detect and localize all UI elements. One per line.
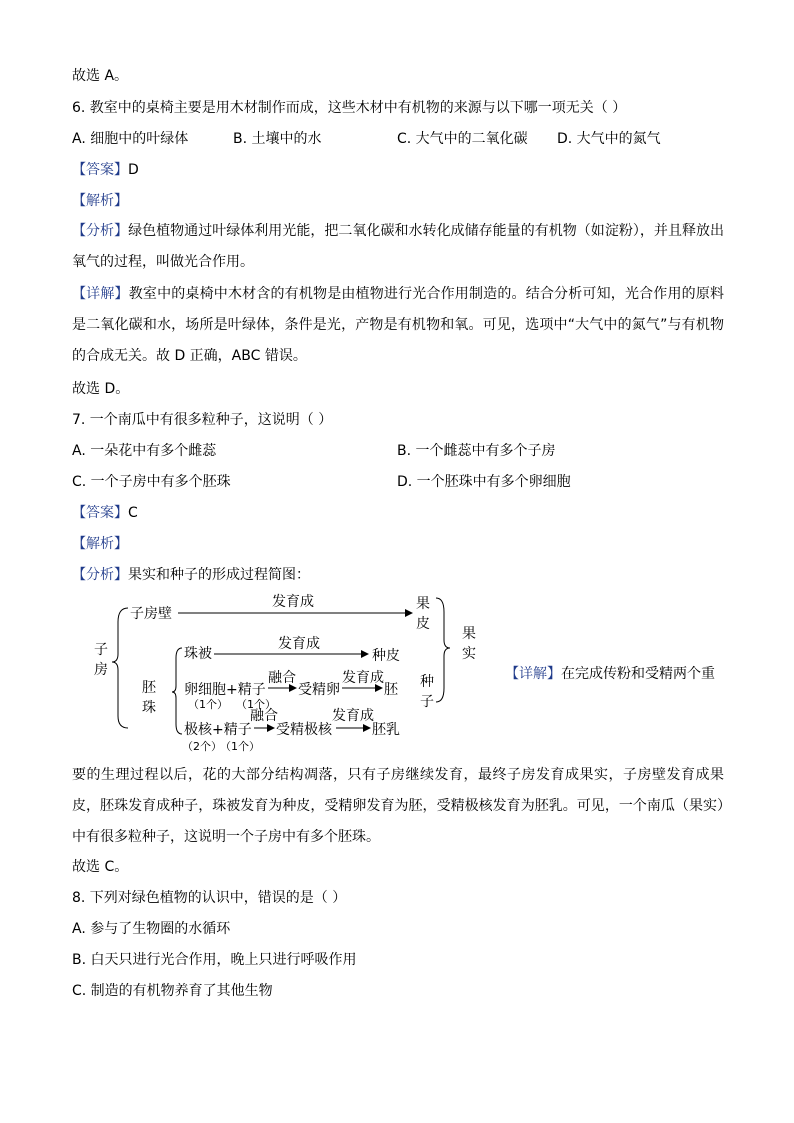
brace-inner xyxy=(172,648,182,734)
analysis-text: 绿色植物通过叶绿体利用光能，把二氧化碳和水转化成储存能量的有机物（如淀粉），并且释放出氧气的过程，叫做光合作用。 xyxy=(72,223,725,270)
fruit-seed-formation-diagram xyxy=(90,588,490,753)
detail-lead xyxy=(505,664,715,684)
label-guoshi-1: 果 xyxy=(462,626,476,642)
analysis-heading: 【解析】 xyxy=(72,536,128,552)
detail-paragraph xyxy=(72,279,724,372)
label-guoshi-2: 实 xyxy=(462,646,476,662)
label-fayucheng-2: 发育成 xyxy=(278,636,320,652)
option-d: D. 大气中的氮气 xyxy=(557,131,661,147)
label-pei: 胚 xyxy=(142,680,156,696)
option-c: C. 制造的有机物养育了其他生物 xyxy=(72,983,273,999)
label-ronghe-2: 融合 xyxy=(250,708,278,724)
option-a: A. 细胞中的叶绿体 xyxy=(72,131,189,147)
detail-text-head: 在完成传粉和受精两个重 xyxy=(561,666,715,682)
option-a: A. 参与了生物圈的水循环 xyxy=(72,921,231,937)
label-zi-seed: 子 xyxy=(420,694,434,710)
label-ronghe-1: 融合 xyxy=(268,670,296,686)
label-count-1c: （1个） xyxy=(220,740,260,753)
label-count-2: （2个） xyxy=(182,740,222,753)
analysis-line xyxy=(72,565,310,585)
detail-label: 【详解】 xyxy=(505,666,561,682)
label-zi: 子 xyxy=(94,642,108,658)
label-fang: 房 xyxy=(94,662,108,678)
label-zhu: 珠 xyxy=(142,700,156,716)
question-6: 6. 教室中的桌椅主要是用木材制作而成，这些木材中有机物的来源与以下哪一项无关（ ） xyxy=(72,100,627,116)
question-7: 7. 一个南瓜中有很多粒种子，这说明（ ） xyxy=(72,412,333,428)
answer-value: C xyxy=(128,505,138,521)
label-pi: 皮 xyxy=(416,616,430,632)
option-c: C. 大气中的二氧化碳 xyxy=(397,131,528,147)
label-fayucheng-1: 发育成 xyxy=(272,594,314,610)
analysis-paragraph xyxy=(72,216,724,278)
detail-text: 教室中的桌椅中木材含的有机物是由植物进行光合作用制造的。结合分析可知，光合作用的原料是二氧化碳和水，场所是叶绿体，条件是光，产物是有机物和氧。可见，选项中“大气中的氮气”与有机物的合成无关。故 D 正确，ABC 错误。 xyxy=(72,286,725,364)
answer-label: 【答案】 xyxy=(72,505,128,521)
answer-line xyxy=(72,503,138,523)
brace-left xyxy=(112,608,128,728)
label-guo: 果 xyxy=(416,596,430,612)
conclusion-line: 故选 A。 xyxy=(72,68,129,84)
label-pei-embryo: 胚 xyxy=(384,682,398,698)
option-b: B. 白天只进行光合作用，晚上只进行呼吸作用 xyxy=(72,952,357,968)
answer-label: 【答案】 xyxy=(72,162,128,178)
answer-value: D xyxy=(128,162,139,178)
label-count-1a: （1个） xyxy=(188,698,228,711)
label-count-1b: （1个） xyxy=(236,698,276,711)
option-a: A. 一朵花中有多个雌蕊 xyxy=(72,443,217,459)
analysis-heading: 【解析】 xyxy=(72,193,128,209)
question-8: 8. 下列对绿色植物的认识中，错误的是（ ） xyxy=(72,890,347,906)
analysis-text: 果实和种子的形成过程简图： xyxy=(128,567,310,583)
label-fayucheng-3: 发育成 xyxy=(342,670,384,686)
detail-paragraph: 要的生理过程以后，花的大部分结构凋落，只有子房继续发育，最终子房发育成果实，子房壁发育成果皮，胚珠发育成种子，珠被发育为种皮，受精卵发育为胚，受精极核发育为胚乳。可见，一个南瓜（果实）中有很多粒种子，这说明一个子房中有多个胚珠。 xyxy=(72,767,724,845)
label-shoujingjihe: 受精极核 xyxy=(276,722,332,738)
option-b: B. 土壤中的水 xyxy=(233,131,322,147)
answer-line xyxy=(72,160,139,180)
label-fayucheng-4: 发育成 xyxy=(332,708,374,724)
label-zhubei: 珠被 xyxy=(184,646,212,662)
option-d: D. 一个胚珠中有多个卵细胞 xyxy=(397,474,571,490)
option-b: B. 一个雌蕊中有多个子房 xyxy=(397,443,556,459)
label-jihe: 极核+精子 xyxy=(184,722,252,738)
conclusion-line: 故选 D。 xyxy=(72,381,130,397)
brace-right xyxy=(436,598,450,702)
label-zhongpi: 种皮 xyxy=(372,648,400,664)
detail-label: 【详解】 xyxy=(72,286,129,302)
label-zhong: 种 xyxy=(420,674,434,690)
label-peiru: 胚乳 xyxy=(372,722,400,738)
analysis-label: 【分析】 xyxy=(72,223,129,239)
label-shoujingluan: 受精卵 xyxy=(298,682,340,698)
option-c: C. 一个子房中有多个胚珠 xyxy=(72,474,231,490)
label-luanxibao: 卵细胞+精子 xyxy=(184,682,266,698)
label-zifangbi: 子房壁 xyxy=(130,606,172,622)
analysis-label: 【分析】 xyxy=(72,567,128,583)
conclusion-line: 故选 C。 xyxy=(72,859,129,875)
